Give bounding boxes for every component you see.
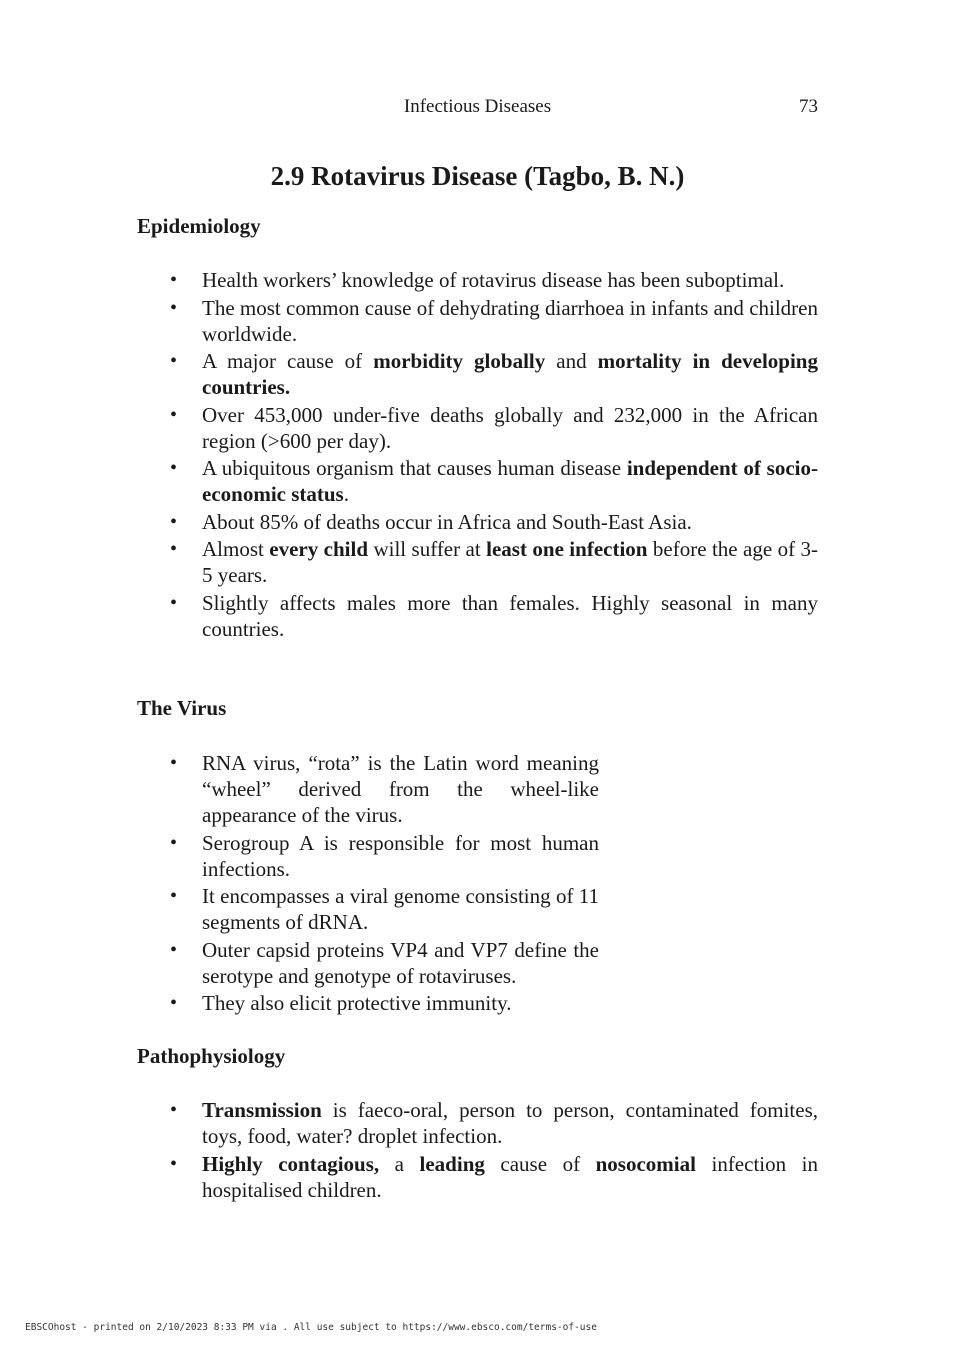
section-heading-pathophysiology: Pathophysiology xyxy=(137,1044,286,1068)
item-text: a xyxy=(379,1151,420,1176)
bold-text: independent of socio-economic status xyxy=(202,456,818,506)
item-text: Serogroup A is responsible for most human infections. xyxy=(202,830,599,881)
print-footer: EBSCOhost - printed on 2/10/2023 8:33 PM via . All use subject to https://www.ebsco.com/terms-of-use xyxy=(25,1322,597,1333)
running-title: Infectious Diseases xyxy=(403,96,552,117)
bullet-icon: • xyxy=(170,752,178,774)
list-item xyxy=(137,1097,818,1149)
item-text: They also elicit protective immunity. xyxy=(202,991,512,1015)
bullet-icon: • xyxy=(170,457,178,479)
bullet-icon: • xyxy=(170,350,178,372)
bold-text: Highly contagious, xyxy=(202,1151,380,1176)
list-item xyxy=(137,590,818,642)
item-text: About 85% of deaths occur in Africa and South-East Asia. xyxy=(202,509,692,534)
item-text: Almost xyxy=(202,537,270,561)
item-text: infection in hospitalised children. xyxy=(202,1151,818,1202)
bullet-icon: • xyxy=(170,269,178,291)
running-header xyxy=(137,96,818,122)
bullet-icon: • xyxy=(170,831,178,854)
item-text: and xyxy=(545,349,598,373)
list-item xyxy=(137,883,599,935)
bold-text: nosocomial xyxy=(595,1151,696,1176)
item-text: The most common cause of dehydrating diarrhoea in infants and children worldwide. xyxy=(202,295,818,346)
bullet-icon: • xyxy=(170,1099,178,1121)
pathophysiology-list xyxy=(137,1097,818,1204)
list-item xyxy=(137,830,599,882)
bullet-icon: • xyxy=(170,885,178,907)
bullet-icon: • xyxy=(170,1152,178,1175)
item-text: . xyxy=(343,482,349,506)
list-item xyxy=(137,509,818,535)
item-text: Health workers’ knowledge of rotavirus disease has been suboptimal. xyxy=(202,268,785,292)
list-item xyxy=(137,536,818,588)
item-text: will suffer at xyxy=(368,537,487,561)
virus-list xyxy=(137,750,599,1018)
list-item xyxy=(137,295,818,347)
list-item xyxy=(137,348,818,400)
list-item xyxy=(137,267,818,293)
chapter-title: 2.9 Rotavirus Disease (Tagbo, B. N.) xyxy=(270,161,685,191)
bullet-icon: • xyxy=(170,938,178,961)
bold-text: least one infection xyxy=(486,537,648,561)
list-item xyxy=(137,750,599,828)
item-text: is faeco-oral, person to person, contaminated fomites, toys, food, water? droplet infection. xyxy=(202,1098,818,1148)
bold-text: mortality in developing countries. xyxy=(202,349,818,399)
bullet-icon: • xyxy=(170,296,178,319)
bold-text: morbidity globally xyxy=(373,349,546,373)
item-text: cause of xyxy=(484,1151,596,1176)
page-number: 73 xyxy=(799,96,818,117)
section-heading-epidemiology: Epidemiology xyxy=(137,214,261,238)
item-text: RNA virus, “rota” is the Latin word meaning “wheel” derived from the wheel-like appearance of the virus. xyxy=(202,751,599,827)
item-text: A ubiquitous organism that causes human disease xyxy=(202,456,627,480)
section-heading-virus: The Virus xyxy=(137,696,227,720)
bullet-icon: • xyxy=(170,591,178,614)
list-item xyxy=(137,990,599,1016)
item-text: It encompasses a viral genome consisting of 11 segments of dRNA. xyxy=(202,884,599,934)
bold-text: leading xyxy=(419,1151,485,1176)
item-text: A major cause of xyxy=(202,349,374,373)
item-text: Over 453,000 under-five deaths globally and 232,000 in the African region (>600 per day). xyxy=(202,402,818,453)
bold-text: every child xyxy=(269,537,369,561)
bullet-icon: • xyxy=(170,538,178,560)
epidemiology-list xyxy=(137,267,818,643)
list-item xyxy=(137,1151,818,1203)
bold-text: Transmission xyxy=(202,1098,322,1122)
item-text: before the age of 3-5 years. xyxy=(202,537,819,587)
list-item xyxy=(137,937,599,989)
bullet-icon: • xyxy=(170,403,178,426)
item-text: Slightly affects males more than females. Highly seasonal in many countries. xyxy=(202,590,818,641)
list-item xyxy=(137,402,818,454)
bullet-icon: • xyxy=(170,992,178,1014)
item-text: Outer capsid proteins VP4 and VP7 define the serotype and genotype of rotaviruses. xyxy=(202,937,599,988)
list-item xyxy=(137,455,818,507)
bullet-icon: • xyxy=(170,510,178,533)
